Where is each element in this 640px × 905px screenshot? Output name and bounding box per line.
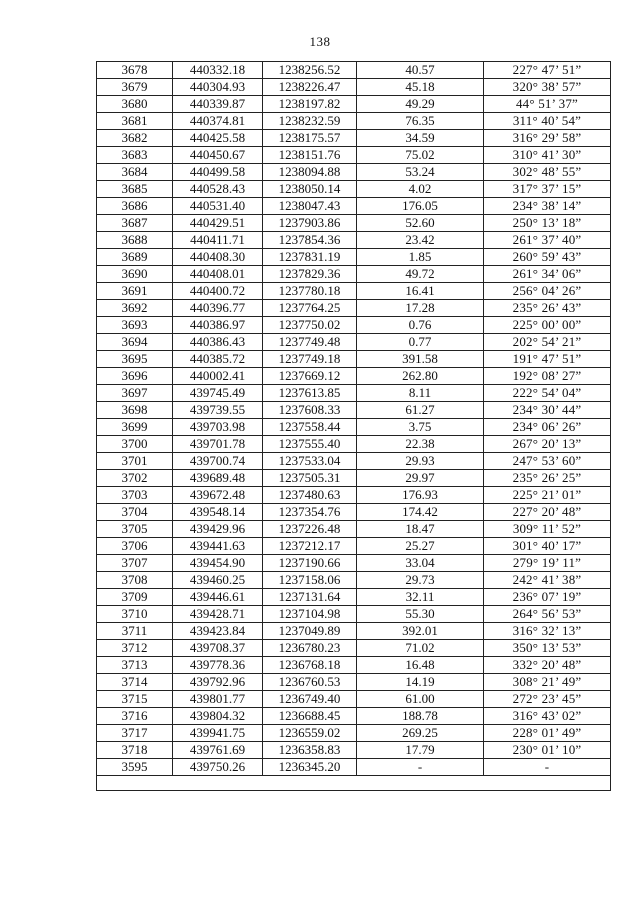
x-coordinate-cell: 439548.14 [173, 504, 263, 521]
x-coordinate-cell: 439792.96 [173, 674, 263, 691]
distance-cell: 8.11 [357, 385, 484, 402]
point-number-cell: 3681 [97, 113, 173, 130]
x-coordinate-cell: 439672.48 [173, 487, 263, 504]
x-coordinate-cell: 440386.43 [173, 334, 263, 351]
point-number-cell: 3710 [97, 606, 173, 623]
table-row [97, 419, 611, 436]
x-coordinate-cell: 440339.87 [173, 96, 263, 113]
table-row [97, 385, 611, 402]
distance-cell: 29.93 [357, 453, 484, 470]
distance-cell: 45.18 [357, 79, 484, 96]
table-row [97, 351, 611, 368]
point-number-cell: 3699 [97, 419, 173, 436]
y-coordinate-cell: 1236559.02 [263, 725, 357, 742]
y-coordinate-cell: 1238151.76 [263, 147, 357, 164]
x-coordinate-cell: 439700.74 [173, 453, 263, 470]
x-coordinate-cell: 439761.69 [173, 742, 263, 759]
distance-cell: 34.59 [357, 130, 484, 147]
point-number-cell: 3716 [97, 708, 173, 725]
x-coordinate-cell: 439703.98 [173, 419, 263, 436]
bearing-cell: 225° 21’ 01” [484, 487, 611, 504]
coordinates-table-body [97, 62, 611, 791]
x-coordinate-cell: 440304.93 [173, 79, 263, 96]
y-coordinate-cell: 1237212.17 [263, 538, 357, 555]
table-row [97, 266, 611, 283]
point-number-cell: 3685 [97, 181, 173, 198]
point-number-cell: 3688 [97, 232, 173, 249]
bearing-cell: 350° 13’ 53” [484, 640, 611, 657]
coordinates-table-container [96, 61, 610, 791]
y-coordinate-cell: 1238050.14 [263, 181, 357, 198]
table-row [97, 572, 611, 589]
distance-cell: 16.41 [357, 283, 484, 300]
point-number-cell: 3709 [97, 589, 173, 606]
bearing-cell: 317° 37’ 15” [484, 181, 611, 198]
point-number-cell: 3696 [97, 368, 173, 385]
point-number-cell: 3686 [97, 198, 173, 215]
point-number-cell: 3684 [97, 164, 173, 181]
x-coordinate-cell: 440408.01 [173, 266, 263, 283]
table-row [97, 113, 611, 130]
x-coordinate-cell: 440531.40 [173, 198, 263, 215]
bearing-cell: 234° 30’ 44” [484, 402, 611, 419]
point-number-cell: 3705 [97, 521, 173, 538]
point-number-cell: 3687 [97, 215, 173, 232]
x-coordinate-cell: 440002.41 [173, 368, 263, 385]
y-coordinate-cell: 1237831.19 [263, 249, 357, 266]
distance-cell: 392.01 [357, 623, 484, 640]
y-coordinate-cell: 1237780.18 [263, 283, 357, 300]
bearing-cell: 44° 51’ 37” [484, 96, 611, 113]
distance-cell: 176.05 [357, 198, 484, 215]
y-coordinate-cell: 1237750.02 [263, 317, 357, 334]
distance-cell: 52.60 [357, 215, 484, 232]
bearing-cell: 279° 19’ 11” [484, 555, 611, 572]
y-coordinate-cell: 1237749.48 [263, 334, 357, 351]
point-number-cell: 3717 [97, 725, 173, 742]
table-row [97, 504, 611, 521]
point-number-cell: 3682 [97, 130, 173, 147]
bearing-cell: 202° 54’ 21” [484, 334, 611, 351]
point-number-cell: 3714 [97, 674, 173, 691]
distance-cell: 16.48 [357, 657, 484, 674]
bearing-cell: 272° 23’ 45” [484, 691, 611, 708]
table-row [97, 453, 611, 470]
bearing-cell: 301° 40’ 17” [484, 538, 611, 555]
y-coordinate-cell: 1237505.31 [263, 470, 357, 487]
y-coordinate-cell: 1237749.18 [263, 351, 357, 368]
bearing-cell: 261° 34’ 06” [484, 266, 611, 283]
bearing-cell: 267° 20’ 13” [484, 436, 611, 453]
table-row [97, 470, 611, 487]
distance-cell: 76.35 [357, 113, 484, 130]
point-number-cell: 3683 [97, 147, 173, 164]
y-coordinate-cell: 1237558.44 [263, 419, 357, 436]
table-row [97, 657, 611, 674]
table-row [97, 317, 611, 334]
x-coordinate-cell: 439689.48 [173, 470, 263, 487]
distance-cell: 176.93 [357, 487, 484, 504]
point-number-cell: 3692 [97, 300, 173, 317]
table-row [97, 555, 611, 572]
table-row [97, 759, 611, 776]
table-row [97, 708, 611, 725]
x-coordinate-cell: 439750.26 [173, 759, 263, 776]
bearing-cell: 234° 38’ 14” [484, 198, 611, 215]
y-coordinate-cell: 1237354.76 [263, 504, 357, 521]
bearing-cell: 227° 20’ 48” [484, 504, 611, 521]
table-row [97, 742, 611, 759]
point-number-cell: 3678 [97, 62, 173, 79]
y-coordinate-cell: 1237480.63 [263, 487, 357, 504]
distance-cell: 3.75 [357, 419, 484, 436]
x-coordinate-cell: 439745.49 [173, 385, 263, 402]
y-coordinate-cell: 1238047.43 [263, 198, 357, 215]
bearing-cell: 261° 37’ 40” [484, 232, 611, 249]
distance-cell: 18.47 [357, 521, 484, 538]
bearing-cell: 228° 01’ 49” [484, 725, 611, 742]
distance-cell: 1.85 [357, 249, 484, 266]
table-row [97, 62, 611, 79]
bearing-cell: 309° 11’ 52” [484, 521, 611, 538]
x-coordinate-cell: 439801.77 [173, 691, 263, 708]
distance-cell: 61.00 [357, 691, 484, 708]
table-row [97, 334, 611, 351]
distance-cell: 391.58 [357, 351, 484, 368]
y-coordinate-cell: 1237613.85 [263, 385, 357, 402]
distance-cell: 0.77 [357, 334, 484, 351]
x-coordinate-cell: 440528.43 [173, 181, 263, 198]
bearing-cell: 256° 04’ 26” [484, 283, 611, 300]
bearing-cell: 234° 06’ 26” [484, 419, 611, 436]
y-coordinate-cell: 1236768.18 [263, 657, 357, 674]
distance-cell: 269.25 [357, 725, 484, 742]
point-number-cell: 3708 [97, 572, 173, 589]
x-coordinate-cell: 440425.58 [173, 130, 263, 147]
point-number-cell: 3694 [97, 334, 173, 351]
y-coordinate-cell: 1237104.98 [263, 606, 357, 623]
bearing-cell: 235° 26’ 25” [484, 470, 611, 487]
point-number-cell: 3713 [97, 657, 173, 674]
bearing-cell: 310° 41’ 30” [484, 147, 611, 164]
distance-cell: 23.42 [357, 232, 484, 249]
table-row [97, 623, 611, 640]
y-coordinate-cell: 1237049.89 [263, 623, 357, 640]
distance-cell: 33.04 [357, 555, 484, 572]
distance-cell: 25.27 [357, 538, 484, 555]
page-number: 138 [309, 34, 331, 49]
bearing-cell: 332° 20’ 48” [484, 657, 611, 674]
distance-cell: 22.38 [357, 436, 484, 453]
y-coordinate-cell: 1238232.59 [263, 113, 357, 130]
y-coordinate-cell: 1238226.47 [263, 79, 357, 96]
x-coordinate-cell: 439701.78 [173, 436, 263, 453]
table-row [97, 674, 611, 691]
point-number-cell: 3704 [97, 504, 173, 521]
x-coordinate-cell: 439778.36 [173, 657, 263, 674]
point-number-cell: 3701 [97, 453, 173, 470]
y-coordinate-cell: 1237158.06 [263, 572, 357, 589]
distance-cell: 40.57 [357, 62, 484, 79]
distance-cell: 188.78 [357, 708, 484, 725]
y-coordinate-cell: 1238175.57 [263, 130, 357, 147]
distance-cell: 71.02 [357, 640, 484, 657]
bearing-cell: 225° 00’ 00” [484, 317, 611, 334]
x-coordinate-cell: 439739.55 [173, 402, 263, 419]
distance-cell: 174.42 [357, 504, 484, 521]
bearing-cell: 230° 01’ 10” [484, 742, 611, 759]
table-row [97, 725, 611, 742]
y-coordinate-cell: 1237190.66 [263, 555, 357, 572]
x-coordinate-cell: 439804.32 [173, 708, 263, 725]
x-coordinate-cell: 440374.81 [173, 113, 263, 130]
bearing-cell: 320° 38’ 57” [484, 79, 611, 96]
y-coordinate-cell: 1237669.12 [263, 368, 357, 385]
table-row [97, 164, 611, 181]
point-number-cell: 3690 [97, 266, 173, 283]
bearing-cell: 308° 21’ 49” [484, 674, 611, 691]
distance-cell: 17.79 [357, 742, 484, 759]
distance-cell: 17.28 [357, 300, 484, 317]
bearing-cell: 227° 47’ 51” [484, 62, 611, 79]
y-coordinate-cell: 1236749.40 [263, 691, 357, 708]
table-row [97, 487, 611, 504]
x-coordinate-cell: 439441.63 [173, 538, 263, 555]
distance-cell: 32.11 [357, 589, 484, 606]
table-row [97, 402, 611, 419]
point-number-cell: 3712 [97, 640, 173, 657]
x-coordinate-cell: 439708.37 [173, 640, 263, 657]
empty-table-row [97, 776, 611, 791]
x-coordinate-cell: 439446.61 [173, 589, 263, 606]
y-coordinate-cell: 1237555.40 [263, 436, 357, 453]
table-row [97, 147, 611, 164]
bearing-cell: 260° 59’ 43” [484, 249, 611, 266]
point-number-cell: 3715 [97, 691, 173, 708]
distance-cell: 262.80 [357, 368, 484, 385]
point-number-cell: 3680 [97, 96, 173, 113]
bearing-cell: 316° 32’ 13” [484, 623, 611, 640]
x-coordinate-cell: 439428.71 [173, 606, 263, 623]
x-coordinate-cell: 440411.71 [173, 232, 263, 249]
bearing-cell: 235° 26’ 43” [484, 300, 611, 317]
point-number-cell: 3693 [97, 317, 173, 334]
point-number-cell: 3718 [97, 742, 173, 759]
x-coordinate-cell: 439429.96 [173, 521, 263, 538]
distance-cell: 4.02 [357, 181, 484, 198]
point-number-cell: 3711 [97, 623, 173, 640]
y-coordinate-cell: 1236358.83 [263, 742, 357, 759]
point-number-cell: 3707 [97, 555, 173, 572]
bearing-cell: 247° 53’ 60” [484, 453, 611, 470]
point-number-cell: 3697 [97, 385, 173, 402]
x-coordinate-cell: 440396.77 [173, 300, 263, 317]
x-coordinate-cell: 439423.84 [173, 623, 263, 640]
table-row [97, 181, 611, 198]
x-coordinate-cell: 440385.72 [173, 351, 263, 368]
point-number-cell: 3703 [97, 487, 173, 504]
point-number-cell: 3698 [97, 402, 173, 419]
bearing-cell: 264° 56’ 53” [484, 606, 611, 623]
point-number-cell: 3706 [97, 538, 173, 555]
point-number-cell: 3695 [97, 351, 173, 368]
y-coordinate-cell: 1236345.20 [263, 759, 357, 776]
distance-cell: 49.72 [357, 266, 484, 283]
y-coordinate-cell: 1236688.45 [263, 708, 357, 725]
table-row [97, 538, 611, 555]
table-row [97, 249, 611, 266]
x-coordinate-cell: 440429.51 [173, 215, 263, 232]
bearing-cell: 302° 48’ 55” [484, 164, 611, 181]
table-row [97, 640, 611, 657]
y-coordinate-cell: 1238256.52 [263, 62, 357, 79]
point-number-cell: 3700 [97, 436, 173, 453]
table-row [97, 436, 611, 453]
distance-cell: 0.76 [357, 317, 484, 334]
x-coordinate-cell: 440499.58 [173, 164, 263, 181]
x-coordinate-cell: 440400.72 [173, 283, 263, 300]
point-number-cell: 3689 [97, 249, 173, 266]
distance-cell: 61.27 [357, 402, 484, 419]
point-number-cell: 3595 [97, 759, 173, 776]
y-coordinate-cell: 1238094.88 [263, 164, 357, 181]
y-coordinate-cell: 1236760.53 [263, 674, 357, 691]
distance-cell: 75.02 [357, 147, 484, 164]
table-row [97, 232, 611, 249]
y-coordinate-cell: 1237608.33 [263, 402, 357, 419]
bearing-cell: 236° 07’ 19” [484, 589, 611, 606]
y-coordinate-cell: 1237131.64 [263, 589, 357, 606]
distance-cell: - [357, 759, 484, 776]
table-row [97, 606, 611, 623]
coordinates-table [96, 61, 611, 791]
y-coordinate-cell: 1237533.04 [263, 453, 357, 470]
y-coordinate-cell: 1237854.36 [263, 232, 357, 249]
distance-cell: 49.29 [357, 96, 484, 113]
distance-cell: 55.30 [357, 606, 484, 623]
table-row [97, 521, 611, 538]
y-coordinate-cell: 1236780.23 [263, 640, 357, 657]
bearing-cell: 311° 40’ 54” [484, 113, 611, 130]
x-coordinate-cell: 440450.67 [173, 147, 263, 164]
bearing-cell: - [484, 759, 611, 776]
bearing-cell: 192° 08’ 27” [484, 368, 611, 385]
distance-cell: 29.97 [357, 470, 484, 487]
table-row [97, 283, 611, 300]
point-number-cell: 3702 [97, 470, 173, 487]
point-number-cell: 3679 [97, 79, 173, 96]
y-coordinate-cell: 1237903.86 [263, 215, 357, 232]
x-coordinate-cell: 439941.75 [173, 725, 263, 742]
table-row [97, 215, 611, 232]
bearing-cell: 222° 54’ 04” [484, 385, 611, 402]
table-row [97, 300, 611, 317]
bearing-cell: 250° 13’ 18” [484, 215, 611, 232]
x-coordinate-cell: 439460.25 [173, 572, 263, 589]
x-coordinate-cell: 440386.97 [173, 317, 263, 334]
y-coordinate-cell: 1237226.48 [263, 521, 357, 538]
distance-cell: 14.19 [357, 674, 484, 691]
distance-cell: 29.73 [357, 572, 484, 589]
table-row [97, 589, 611, 606]
bearing-cell: 316° 43’ 02” [484, 708, 611, 725]
point-number-cell: 3691 [97, 283, 173, 300]
y-coordinate-cell: 1237764.25 [263, 300, 357, 317]
y-coordinate-cell: 1238197.82 [263, 96, 357, 113]
table-row [97, 691, 611, 708]
bearing-cell: 191° 47’ 51” [484, 351, 611, 368]
empty-cell [97, 776, 611, 791]
distance-cell: 53.24 [357, 164, 484, 181]
table-row [97, 368, 611, 385]
y-coordinate-cell: 1237829.36 [263, 266, 357, 283]
x-coordinate-cell: 440332.18 [173, 62, 263, 79]
table-row [97, 198, 611, 215]
bearing-cell: 316° 29’ 58” [484, 130, 611, 147]
table-row [97, 130, 611, 147]
x-coordinate-cell: 439454.90 [173, 555, 263, 572]
x-coordinate-cell: 440408.30 [173, 249, 263, 266]
table-row [97, 96, 611, 113]
bearing-cell: 242° 41’ 38” [484, 572, 611, 589]
table-row [97, 79, 611, 96]
